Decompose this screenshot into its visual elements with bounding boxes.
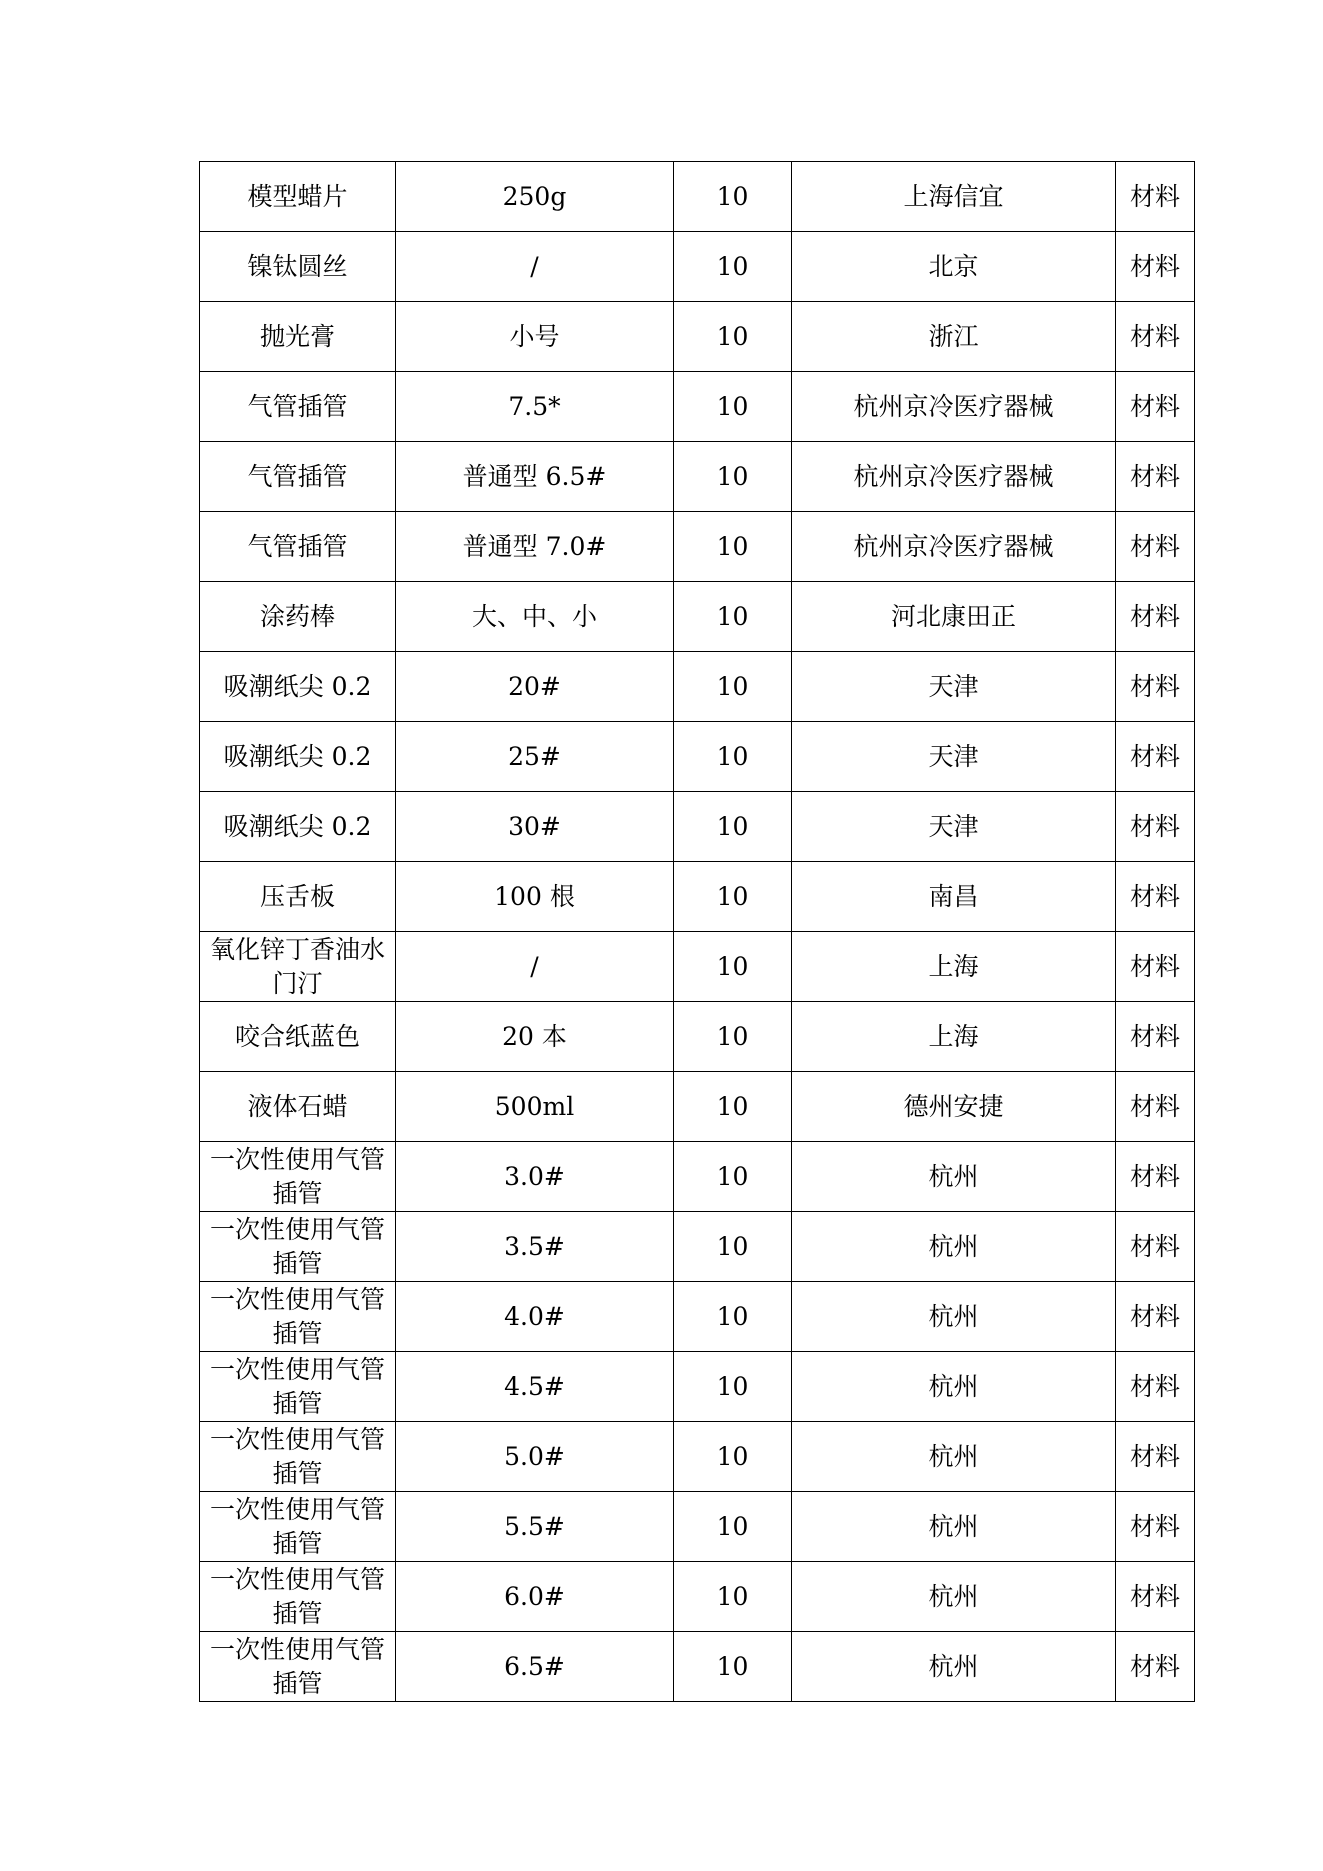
item-quantity-text: 10 [716, 251, 749, 281]
item-type-cell [1116, 582, 1195, 652]
table-row [200, 862, 1195, 932]
item-manufacturer-text: 杭州京冷医疗器械 [853, 391, 1054, 421]
item-type-text: 材料 [1129, 321, 1180, 351]
item-type-text: 材料 [1129, 1231, 1180, 1261]
item-quantity-cell [674, 442, 792, 512]
item-spec-text: 4.5# [504, 1371, 565, 1401]
item-name-text: 一次性使用气管插管 [209, 1494, 385, 1558]
item-manufacturer-cell [792, 442, 1116, 512]
item-manufacturer-text: 北京 [928, 251, 979, 281]
item-type-cell [1116, 652, 1195, 722]
item-manufacturer-text: 浙江 [928, 321, 979, 351]
item-spec-cell [396, 232, 674, 302]
item-spec-cell [396, 512, 674, 582]
table-row [200, 442, 1195, 512]
item-manufacturer-cell [792, 232, 1116, 302]
item-quantity-text: 10 [716, 1231, 749, 1261]
item-type-text: 材料 [1129, 1651, 1180, 1681]
item-manufacturer-cell [792, 792, 1116, 862]
item-quantity-text: 10 [716, 741, 749, 771]
item-type-cell [1116, 1562, 1195, 1632]
item-type-cell [1116, 1352, 1195, 1422]
item-quantity-cell [674, 372, 792, 442]
item-spec-cell [396, 1142, 674, 1212]
item-type-text: 材料 [1129, 951, 1180, 981]
item-quantity-cell [674, 722, 792, 792]
item-name-text: 液体石蜡 [247, 1091, 348, 1121]
item-manufacturer-text: 河北康田正 [890, 601, 1016, 631]
item-quantity-text: 10 [716, 181, 749, 211]
item-spec-cell [396, 1632, 674, 1702]
item-spec-text: 500ml [494, 1091, 575, 1121]
item-type-text: 材料 [1129, 1371, 1180, 1401]
item-spec-text: 4.0# [504, 1301, 565, 1331]
item-type-text: 材料 [1129, 181, 1180, 211]
item-quantity-text: 10 [716, 1161, 749, 1191]
table-row [200, 722, 1195, 792]
item-type-text: 材料 [1129, 1581, 1180, 1611]
item-name-cell [200, 792, 396, 862]
table-row [200, 232, 1195, 302]
item-spec-cell [396, 1212, 674, 1282]
item-spec-cell [396, 372, 674, 442]
item-type-cell [1116, 1282, 1195, 1352]
item-spec-cell [396, 302, 674, 372]
item-type-text: 材料 [1129, 1091, 1180, 1121]
item-manufacturer-text: 天津 [928, 811, 979, 841]
item-type-text: 材料 [1129, 251, 1180, 281]
item-manufacturer-cell [792, 722, 1116, 792]
item-spec-text: 30# [508, 811, 561, 841]
item-name-cell [200, 1632, 396, 1702]
item-name-text: 一次性使用气管插管 [209, 1424, 385, 1488]
table-row [200, 1352, 1195, 1422]
item-quantity-cell [674, 1282, 792, 1352]
item-name-text: 抛光膏 [259, 321, 335, 351]
item-type-text: 材料 [1129, 811, 1180, 841]
item-name-cell [200, 1212, 396, 1282]
item-spec-text: 6.5# [504, 1651, 565, 1681]
item-name-cell [200, 1072, 396, 1142]
item-manufacturer-cell [792, 652, 1116, 722]
item-type-cell [1116, 862, 1195, 932]
item-spec-cell [396, 1002, 674, 1072]
item-name-text: 吸潮纸尖 0.2 [223, 811, 372, 841]
item-manufacturer-cell [792, 372, 1116, 442]
item-spec-text: 25# [508, 741, 561, 771]
item-spec-text: 6.0# [504, 1581, 565, 1611]
item-type-text: 材料 [1129, 1301, 1180, 1331]
item-type-text: 材料 [1129, 531, 1180, 561]
item-name-text: 气管插管 [247, 531, 348, 561]
item-manufacturer-cell [792, 512, 1116, 582]
item-manufacturer-text: 杭州 [928, 1301, 979, 1331]
item-manufacturer-cell [792, 862, 1116, 932]
item-spec-cell [396, 1422, 674, 1492]
item-quantity-text: 10 [716, 1371, 749, 1401]
item-manufacturer-text: 杭州 [928, 1651, 979, 1681]
item-manufacturer-text: 上海 [928, 1021, 979, 1051]
item-quantity-cell [674, 162, 792, 232]
item-name-cell [200, 162, 396, 232]
table-row [200, 582, 1195, 652]
item-type-cell [1116, 232, 1195, 302]
item-quantity-text: 10 [716, 461, 749, 491]
table-row [200, 792, 1195, 862]
item-spec-text: 大、中、小 [471, 601, 597, 631]
item-quantity-cell [674, 512, 792, 582]
item-quantity-cell [674, 1422, 792, 1492]
item-name-text: 压舌板 [259, 881, 335, 911]
item-type-text: 材料 [1129, 391, 1180, 421]
item-spec-text: 250g [502, 181, 567, 211]
item-quantity-text: 10 [716, 1651, 749, 1681]
item-spec-text: 普通型 6.5# [462, 461, 607, 491]
item-name-cell [200, 442, 396, 512]
table-row [200, 1492, 1195, 1562]
item-manufacturer-text: 天津 [928, 741, 979, 771]
item-type-cell [1116, 1632, 1195, 1702]
item-quantity-cell [674, 1072, 792, 1142]
item-manufacturer-text: 杭州 [928, 1161, 979, 1191]
item-type-text: 材料 [1129, 461, 1180, 491]
item-quantity-cell [674, 932, 792, 1002]
item-spec-cell [396, 932, 674, 1002]
item-spec-text: 20 本 [502, 1021, 567, 1051]
materials-table-body [200, 162, 1195, 1702]
item-name-cell [200, 372, 396, 442]
item-manufacturer-text: 杭州 [928, 1371, 979, 1401]
item-name-cell [200, 652, 396, 722]
item-name-text: 镍钛圆丝 [247, 251, 348, 281]
item-name-cell [200, 1282, 396, 1352]
item-name-text: 一次性使用气管插管 [209, 1214, 385, 1278]
item-spec-text: 普通型 7.0# [462, 531, 607, 561]
item-name-cell [200, 862, 396, 932]
item-spec-text: 100 根 [494, 881, 575, 911]
item-quantity-text: 10 [716, 671, 749, 701]
item-manufacturer-cell [792, 1072, 1116, 1142]
item-type-cell [1116, 1212, 1195, 1282]
item-manufacturer-text: 杭州 [928, 1581, 979, 1611]
item-type-cell [1116, 1072, 1195, 1142]
item-manufacturer-text: 杭州 [928, 1231, 979, 1261]
table-row [200, 1422, 1195, 1492]
item-spec-cell [396, 1282, 674, 1352]
item-spec-text: 小号 [509, 321, 560, 351]
item-spec-text: 3.5# [504, 1231, 565, 1261]
item-quantity-text: 10 [716, 1441, 749, 1471]
item-manufacturer-cell [792, 1422, 1116, 1492]
table-row [200, 162, 1195, 232]
table-row [200, 1002, 1195, 1072]
item-type-cell [1116, 1002, 1195, 1072]
item-quantity-cell [674, 792, 792, 862]
item-spec-text: / [530, 251, 539, 281]
item-manufacturer-text: 杭州 [928, 1511, 979, 1541]
item-type-cell [1116, 162, 1195, 232]
item-spec-cell [396, 162, 674, 232]
item-quantity-text: 10 [716, 1301, 749, 1331]
item-type-cell [1116, 1142, 1195, 1212]
item-quantity-text: 10 [716, 1091, 749, 1121]
item-type-cell [1116, 932, 1195, 1002]
item-name-cell [200, 1002, 396, 1072]
item-name-text: 一次性使用气管插管 [209, 1634, 385, 1698]
item-type-cell [1116, 1422, 1195, 1492]
item-quantity-cell [674, 1352, 792, 1422]
item-quantity-cell [674, 1002, 792, 1072]
item-type-text: 材料 [1129, 881, 1180, 911]
item-manufacturer-cell [792, 1002, 1116, 1072]
item-manufacturer-text: 天津 [928, 671, 979, 701]
item-name-cell [200, 1352, 396, 1422]
item-name-text: 一次性使用气管插管 [209, 1354, 385, 1418]
item-type-text: 材料 [1129, 1511, 1180, 1541]
item-name-text: 气管插管 [247, 391, 348, 421]
item-type-text: 材料 [1129, 601, 1180, 631]
item-quantity-cell [674, 1492, 792, 1562]
item-quantity-text: 10 [716, 601, 749, 631]
table-row [200, 302, 1195, 372]
item-quantity-cell [674, 582, 792, 652]
item-quantity-cell [674, 1632, 792, 1702]
item-spec-cell [396, 722, 674, 792]
item-name-text: 一次性使用气管插管 [209, 1284, 385, 1348]
item-quantity-text: 10 [716, 811, 749, 841]
table-row [200, 1282, 1195, 1352]
item-quantity-cell [674, 232, 792, 302]
item-spec-cell [396, 652, 674, 722]
item-spec-text: 5.0# [504, 1441, 565, 1471]
item-quantity-text: 10 [716, 1021, 749, 1051]
item-quantity-cell [674, 862, 792, 932]
table-row [200, 512, 1195, 582]
item-name-cell [200, 722, 396, 792]
item-type-text: 材料 [1129, 671, 1180, 701]
item-name-cell [200, 932, 396, 1002]
table-row [200, 1142, 1195, 1212]
table-row [200, 1212, 1195, 1282]
item-manufacturer-cell [792, 582, 1116, 652]
item-spec-text: / [530, 951, 539, 981]
item-quantity-cell [674, 1142, 792, 1212]
item-manufacturer-cell [792, 1282, 1116, 1352]
item-quantity-cell [674, 1562, 792, 1632]
item-spec-cell [396, 1562, 674, 1632]
item-spec-cell [396, 1072, 674, 1142]
item-quantity-text: 10 [716, 951, 749, 981]
item-quantity-cell [674, 1212, 792, 1282]
table-row [200, 1562, 1195, 1632]
item-name-cell [200, 302, 396, 372]
materials-table [199, 161, 1195, 1702]
table-row [200, 1072, 1195, 1142]
item-manufacturer-text: 南昌 [928, 881, 979, 911]
item-manufacturer-text: 杭州 [928, 1441, 979, 1471]
item-manufacturer-cell [792, 932, 1116, 1002]
item-name-text: 模型蜡片 [247, 181, 348, 211]
item-name-cell [200, 1562, 396, 1632]
item-name-text: 涂药棒 [259, 601, 335, 631]
item-name-text: 吸潮纸尖 0.2 [223, 741, 372, 771]
item-type-text: 材料 [1129, 1161, 1180, 1191]
item-manufacturer-text: 德州安捷 [903, 1091, 1004, 1121]
item-quantity-text: 10 [716, 881, 749, 911]
item-type-cell [1116, 512, 1195, 582]
item-quantity-cell [674, 302, 792, 372]
item-spec-cell [396, 1352, 674, 1422]
item-manufacturer-cell [792, 302, 1116, 372]
item-spec-text: 3.0# [504, 1161, 565, 1191]
item-manufacturer-text: 上海信宜 [903, 181, 1004, 211]
item-manufacturer-text: 杭州京冷医疗器械 [853, 531, 1054, 561]
item-quantity-text: 10 [716, 391, 749, 421]
item-spec-text: 20# [508, 671, 561, 701]
item-type-cell [1116, 722, 1195, 792]
item-manufacturer-cell [792, 1632, 1116, 1702]
item-spec-cell [396, 862, 674, 932]
item-manufacturer-cell [792, 1492, 1116, 1562]
item-name-text: 咬合纸蓝色 [234, 1021, 360, 1051]
item-name-text: 一次性使用气管插管 [209, 1564, 385, 1628]
table-row [200, 372, 1195, 442]
item-quantity-text: 10 [716, 1581, 749, 1611]
item-quantity-text: 10 [716, 321, 749, 351]
item-spec-cell [396, 1492, 674, 1562]
table-row [200, 652, 1195, 722]
item-type-cell [1116, 792, 1195, 862]
item-name-cell [200, 1422, 396, 1492]
item-quantity-text: 10 [716, 531, 749, 561]
item-manufacturer-text: 上海 [928, 951, 979, 981]
item-spec-cell [396, 582, 674, 652]
table-row [200, 1632, 1195, 1702]
item-type-text: 材料 [1129, 1021, 1180, 1051]
table-row [200, 932, 1195, 1002]
item-type-cell [1116, 302, 1195, 372]
item-type-text: 材料 [1129, 1441, 1180, 1471]
item-type-cell [1116, 442, 1195, 512]
item-manufacturer-cell [792, 162, 1116, 232]
item-name-text: 氧化锌丁香油水门汀 [209, 934, 385, 998]
item-name-cell [200, 1142, 396, 1212]
item-name-text: 气管插管 [247, 461, 348, 491]
item-manufacturer-cell [792, 1562, 1116, 1632]
item-manufacturer-cell [792, 1352, 1116, 1422]
item-manufacturer-cell [792, 1212, 1116, 1282]
item-type-cell [1116, 372, 1195, 442]
item-quantity-cell [674, 652, 792, 722]
item-quantity-text: 10 [716, 1511, 749, 1541]
item-name-cell [200, 1492, 396, 1562]
item-type-cell [1116, 1492, 1195, 1562]
item-name-text: 一次性使用气管插管 [209, 1144, 385, 1208]
item-spec-cell [396, 442, 674, 512]
item-spec-cell [396, 792, 674, 862]
item-manufacturer-text: 杭州京冷医疗器械 [853, 461, 1054, 491]
item-name-cell [200, 582, 396, 652]
item-spec-text: 7.5* [508, 391, 561, 421]
item-type-text: 材料 [1129, 741, 1180, 771]
item-manufacturer-cell [792, 1142, 1116, 1212]
item-name-text: 吸潮纸尖 0.2 [223, 671, 372, 701]
item-name-cell [200, 232, 396, 302]
item-spec-text: 5.5# [504, 1511, 565, 1541]
item-name-cell [200, 512, 396, 582]
